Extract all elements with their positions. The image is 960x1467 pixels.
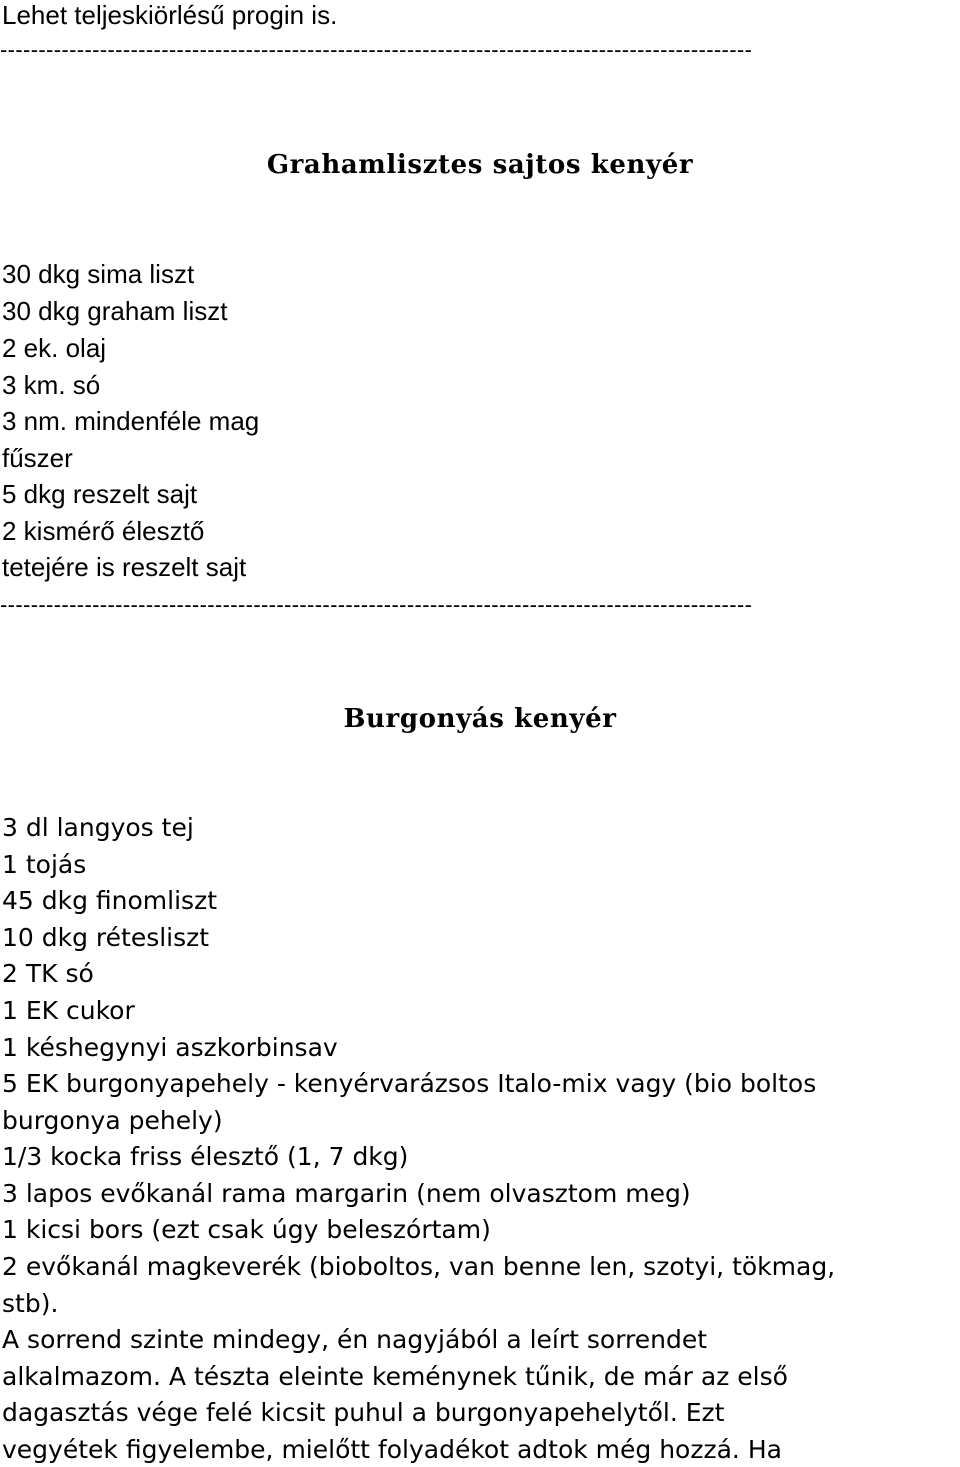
recipe-line: 45 dkg finomliszt — [2, 886, 218, 915]
ingredient-line: 2 ek. olaj — [2, 333, 107, 363]
recipe-line: A sorrend szinte mindegy, én nagyjából a leírt sorrendet — [2, 1325, 708, 1354]
ingredient-line: 3 nm. mindenféle mag — [2, 406, 260, 436]
recipe-line: alkalmazom. A tészta eleinte keménynek tűnik, de már az első — [2, 1362, 788, 1391]
recipe-line: dagasztás vége felé kicsit puhul a burgonyapehelytől. Ezt — [2, 1398, 725, 1427]
ingredient-line: 2 kismérő élesztő — [2, 516, 205, 546]
separator-line: -------------------------------------------------------------------------------------------------- — [0, 593, 753, 617]
recipe-line: stb). — [2, 1289, 59, 1318]
recipe-line: 1 EK cukor — [2, 996, 135, 1025]
recipe-line: 1/3 kocka friss élesztő (1, 7 dkg) — [2, 1142, 409, 1171]
recipe-line: 10 dkg rétesliszt — [2, 923, 210, 952]
ingredient-line: 30 dkg sima liszt — [2, 259, 195, 289]
recipe-line: 5 EK burgonyapehely - kenyérvarázsos Italo-mix vagy (bio boltos — [2, 1069, 817, 1098]
recipe-line: 2 TK só — [2, 959, 94, 988]
ingredient-line: fűszer — [2, 443, 73, 473]
separator-line: -------------------------------------------------------------------------------------------------- — [0, 38, 753, 62]
recipe-line: 3 dl langyos tej — [2, 813, 194, 842]
recipe-title: Grahamlisztes sajtos kenyér — [266, 150, 694, 180]
recipe-line: 1 tojás — [2, 850, 87, 879]
recipe-line: 1 kicsi bors (ezt csak úgy beleszórtam) — [2, 1215, 491, 1244]
ingredient-line: 3 km. só — [2, 370, 101, 400]
recipe-title: Burgonyás kenyér — [343, 704, 617, 734]
recipe-line: burgonya pehely) — [2, 1106, 223, 1135]
recipe-line: 3 lapos evőkanál rama margarin (nem olvasztom meg) — [2, 1179, 691, 1208]
recipe-line: 2 evőkanál magkeverék (bioboltos, van benne len, szotyi, tökmag, — [2, 1252, 836, 1281]
ingredient-line: 30 dkg graham liszt — [2, 296, 228, 326]
intro-text: Lehet teljeskiörlésű progin is. — [2, 0, 338, 30]
ingredient-line: 5 dkg reszelt sajt — [2, 479, 198, 509]
recipe-line: 1 késhegynyi aszkorbinsav — [2, 1033, 338, 1062]
recipe-line: vegyétek figyelembe, mielőtt folyadékot adtok még hozzá. Ha — [2, 1435, 782, 1464]
ingredient-line: tetejére is reszelt sajt — [2, 552, 247, 582]
